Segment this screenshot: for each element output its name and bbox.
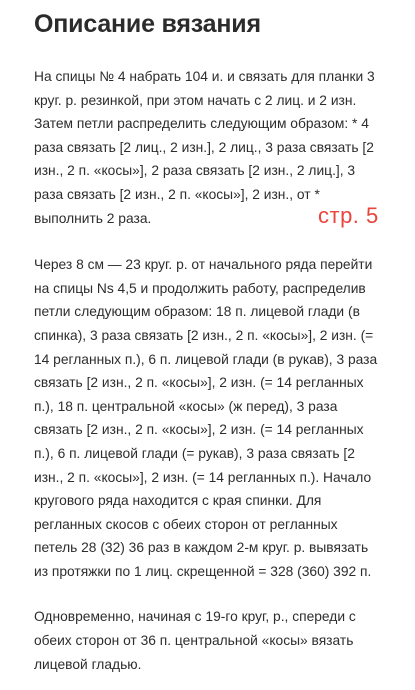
text-line: на спицы Ns 4,5 и продолжить работу, распределив (34, 280, 366, 296)
text-line: На спицы № 4 набрать 104 и. и связать для планки 3 (34, 69, 375, 84)
text-line: регланных скосов с обеих сторон от регланных (34, 516, 338, 532)
text-line: обеих сторон от 36 п. центральной «косы» вязать (34, 633, 354, 649)
text-line: 14 регланных п.), 6 п. лицевой глади (в рукав), 3 раза (34, 351, 378, 367)
text-line: Затем петли распределить следующим образом: * 4 (34, 116, 369, 132)
text-line: Одновременно, начиная с 19-го круг, р., спереди с (34, 609, 356, 625)
text-line: связать [2 изн., 2 п. «косы»], 2 изн. (= 14 регланных (34, 422, 364, 438)
text-line: круг. р. резинкой, при этом начать с 2 лиц. и 2 изн. (34, 92, 357, 108)
text-line: связать [2 изн., 2 п. «косы»], 2 изн. (= 14 регланных (34, 375, 364, 391)
text-line: изн., 2 п. «косы»], 2 изн. (= 14 регланных п.). Начало (34, 469, 372, 485)
text-line: лицевой гладью. (34, 656, 142, 672)
page-title: Описание вязания (34, 10, 261, 38)
paragraph-raglan (34, 253, 395, 583)
text-line: петли следующим образом: 18 п. лицевой глади (в (34, 304, 360, 320)
text-line: выполнить 2 раза. (34, 210, 152, 226)
text-line: изн., 2 п. «косы»], 2 раза связать [2 изн., 2 лиц.], 3 (34, 163, 356, 179)
text-line: п.), 6 п. лицевой глади (= рукав), 3 раза связать [2 (34, 445, 355, 461)
text-line: петель 28 (32) 36 раз в каждом 2-м круг. р. вывязать (34, 540, 369, 556)
text-line: Через 8 см — 23 круг. р. от начального ряда перейти (34, 257, 373, 273)
text-line: кругового ряда находится с края спинки. Для (34, 493, 322, 509)
text-line: п.), 18 п. центральной «косы» (ж перед), 3 раза (34, 398, 338, 414)
paragraph-center-cable (34, 605, 395, 676)
page-number-annotation: стр. 5 (318, 203, 379, 228)
text-line: раза связать [2 изн., 2 п. «косы»], 2 изн., от * (34, 186, 320, 202)
text-line: раза связать [2 лиц., 2 изн.], 2 лиц., 3 раза связать [2 (34, 139, 374, 155)
text-line: спинка), 3 раза связать [2 изн., 2 п. «косы»], 2 изн. (= (34, 327, 374, 343)
text-line: из протяжки по 1 лиц. скрещенной = 328 (360) 392 п. (34, 563, 372, 579)
